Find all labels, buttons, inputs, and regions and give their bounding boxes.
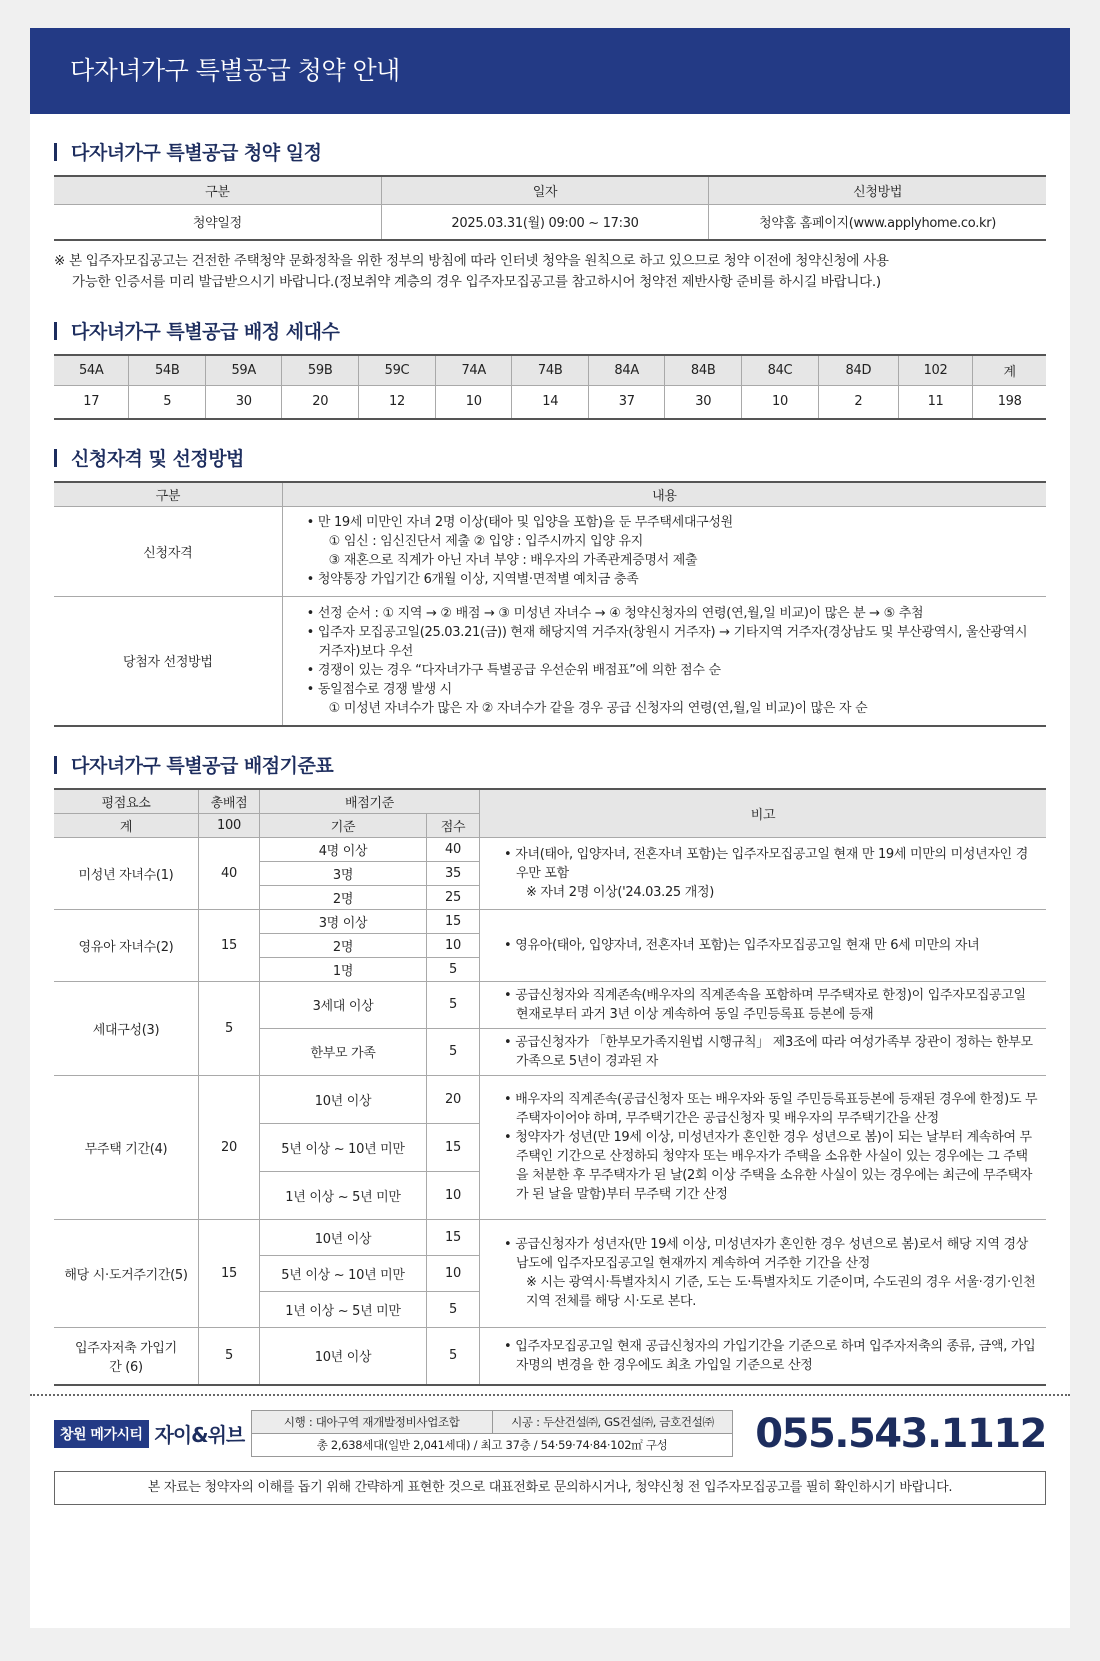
schedule-note	[54, 251, 1046, 293]
table-row	[54, 837, 1046, 861]
unit-type-header: 84A	[588, 355, 664, 385]
score-total: 20	[199, 1075, 260, 1219]
qualification-content	[282, 506, 1046, 596]
table-row	[54, 1075, 1046, 1123]
scoring-header: 점수	[427, 813, 480, 837]
brand-name: 자이&위브	[154, 1423, 245, 1447]
schedule-cell: 청약일정	[54, 204, 381, 240]
score-criterion: 10년 이상	[260, 1219, 427, 1255]
bullet-line: • 공급신청자가 성년자(만 19세 이상, 미성년자가 혼인한 경우 성년으로 봄)로서 해당 지역 경상남도에 입주자모집공고일 현재까지 계속하여 거주한 기간을 산정	[504, 1237, 1028, 1271]
disclaimer: 본 자료는 청약자의 이해를 돕기 위해 간략하게 표현한 것으로 대표전화로 문의하시거나, 청약신청 전 입주자모집공고를 필히 확인하시기 바랍니다.	[54, 1471, 1046, 1505]
qualification-table	[54, 481, 1046, 727]
qualification-header: 내용	[282, 482, 1046, 506]
unit-type-header: 84D	[818, 355, 898, 385]
section-bar	[54, 756, 57, 774]
scoring-table	[54, 788, 1046, 1386]
score-remark	[480, 1327, 1047, 1385]
project-info-table	[251, 1410, 733, 1457]
note-line: ※ 본 입주자모집공고는 건전한 주택청약 문화정착을 위한 정부의 방침에 따라 인터넷 청약을 원칙으로 하고 있으므로 청약 이전에 청약신청에 사용	[54, 253, 889, 269]
score-criterion: 10년 이상	[260, 1075, 427, 1123]
executor: 시행 : 대아구역 재개발정비사업조합	[251, 1411, 492, 1434]
unit-type-header: 84C	[741, 355, 818, 385]
schedule-header: 신청방법	[709, 176, 1046, 204]
score-criterion: 3명 이상	[260, 909, 427, 933]
score-total: 40	[199, 837, 260, 909]
allocation-section-title	[54, 317, 1046, 344]
section-title-text: 다자녀가구 특별공급 배정 세대수	[71, 321, 340, 343]
content	[30, 138, 1070, 1386]
sub-line: ① 미성년 자녀수가 많은 자 ② 자녀수가 같을 경우 공급 신청자의 연령(연,월,일 비교)이 많은 자 순	[328, 700, 868, 716]
scoring-header: 총배점	[199, 789, 260, 813]
score-points: 5	[427, 1291, 480, 1327]
sub-line: ※ 자녀 2명 이상('24.03.25 개정)	[526, 884, 715, 900]
table-row	[54, 909, 1046, 933]
unit-count-cell: 14	[512, 385, 589, 419]
brand-tag: 창원 메가시티	[54, 1420, 149, 1448]
bullet-line: • 영유아(태아, 입양자녀, 전혼자녀 포함)는 입주자모집공고일 현재 만 6세 미만의 자녀	[504, 937, 980, 953]
score-points: 25	[427, 885, 480, 909]
table-row	[54, 506, 1046, 596]
table-row	[54, 596, 1046, 726]
schedule-cell: 청약홈 홈페이지(www.applyhome.co.kr)	[709, 204, 1046, 240]
schedule-section-title	[54, 138, 1046, 165]
unit-type-header: 84B	[665, 355, 742, 385]
score-criterion: 1년 이상 ~ 5년 미만	[260, 1171, 427, 1219]
unit-type-header: 54B	[129, 355, 206, 385]
unit-type-header: 74B	[512, 355, 589, 385]
brand-logo	[54, 1419, 251, 1448]
section-title-text: 다자녀가구 특별공급 배점기준표	[71, 755, 334, 777]
unit-count-cell: 20	[282, 385, 359, 419]
score-points: 15	[427, 1123, 480, 1171]
phone-number[interactable]: 055.543.1112	[755, 1410, 1046, 1457]
unit-type-header: 59A	[205, 355, 281, 385]
unit-type-header: 59C	[358, 355, 435, 385]
score-points: 5	[427, 1327, 480, 1385]
section-bar	[54, 143, 57, 161]
score-total: 15	[199, 1219, 260, 1327]
score-points: 5	[427, 981, 480, 1028]
score-points: 20	[427, 1075, 480, 1123]
scoring-header: 100	[199, 813, 260, 837]
unit-type-header: 74A	[435, 355, 511, 385]
score-remark	[480, 1219, 1047, 1327]
score-criterion: 2명	[260, 885, 427, 909]
section-title-text: 신청자격 및 선정방법	[71, 448, 244, 470]
score-total: 5	[199, 981, 260, 1075]
project-summary: 총 2,638세대(일반 2,041세대) / 최고 37층 / 54·59·74·84·102㎡ 구성	[251, 1434, 732, 1457]
schedule-table	[54, 175, 1046, 241]
score-criterion: 3명	[260, 861, 427, 885]
score-points: 5	[427, 957, 480, 981]
score-points: 5	[427, 1028, 480, 1075]
unit-type-header: 59B	[282, 355, 359, 385]
scoring-header: 비고	[480, 789, 1047, 837]
schedule-header: 구분	[54, 176, 381, 204]
schedule-cell: 2025.03.31(월) 09:00 ~ 17:30	[381, 204, 708, 240]
score-points: 10	[427, 933, 480, 957]
score-factor: 무주택 기간(4)	[54, 1075, 199, 1219]
bullet-line: • 공급신청자가 「한부모가족지원법 시행규칙」 제3조에 따라 여성가족부 장관이 정하는 한부모 가족으로 5년이 경과된 자	[504, 1034, 1033, 1069]
bullet-line: • 자녀(태아, 입양자녀, 전혼자녀 포함)는 입주자모집공고일 현재 만 19세 미만의 미성년자인 경우만 포함	[504, 846, 1028, 881]
score-remark	[480, 909, 1047, 981]
table-row	[54, 1219, 1046, 1255]
score-points: 10	[427, 1255, 480, 1291]
score-points: 15	[427, 909, 480, 933]
page	[30, 28, 1070, 1628]
note-line: 가능한 인증서를 미리 발급받으시기 바랍니다.(정보취약 계층의 경우 입주자모집공고를 참고하시어 청약전 제반사항 준비를 하시길 바랍니다.)	[72, 274, 881, 290]
builder: 시공 : 두산건설㈜, GS건설㈜, 금호건설㈜	[492, 1411, 733, 1434]
score-factor: 해당 시·도거주기간(5)	[54, 1219, 199, 1327]
unit-count-cell: 5	[129, 385, 206, 419]
bullet-line: • 배우자의 직계존속(공급신청자 또는 배우자와 동일 주민등록표등본에 등재된 경우에 한정)도 무주택자이어야 하며, 무주택기간은 공급신청자 및 배우자의 무주택기간을 산정	[504, 1092, 1038, 1126]
bullet-line: • 청약통장 가입기간 6개월 이상, 지역별·면적별 예치금 충족	[306, 572, 639, 587]
qualification-label: 신청자격	[54, 506, 282, 596]
bullet-line: • 청약자가 성년(만 19세 이상, 미성년자가 혼인한 경우 성년으로 봄)이 되는 날부터 계속하여 무주택인 기간으로 산정하되 청약자 또는 배우자가 주택을 소유한 사실이 있는 경우에는 그 주택을 처분한 후 무주택자가 된 날(2회 이상 주택을 소유한 사실이 있는 경우에는 최근에 무주택자가 된 날을 말함)부터 무주택 기간 산정	[504, 1130, 1033, 1202]
score-points: 15	[427, 1219, 480, 1255]
unit-count-cell: 17	[54, 385, 129, 419]
score-criterion: 3세대 이상	[260, 981, 427, 1028]
score-factor: 세대구성(3)	[54, 981, 199, 1075]
scoring-header: 배점기준	[260, 789, 480, 813]
score-criterion: 1명	[260, 957, 427, 981]
bullet-line: • 동일점수로 경쟁 발생 시	[306, 681, 452, 697]
score-points: 35	[427, 861, 480, 885]
sub-line: ※ 시는 광역시·특별자치시 기준, 도는 도·특별자치도 기준이며, 수도권의 경우 서울·경기·인천지역 전체를 해당 시·도로 본다.	[526, 1275, 1036, 1309]
bullet-line: • 입주자 모집공고일(25.03.21(금)) 현재 해당지역 거주자(창원시 거주자) → 기타지역 거주자(경상남도 및 부산광역시, 울산광역시 거주자)보다 우선	[306, 624, 1028, 659]
qualification-content	[282, 596, 1046, 726]
bullet-line: • 입주자모집공고일 현재 공급신청자의 가입기간을 기준으로 하며 입주자저축의 종류, 금액, 가입자명의 변경을 한 경우에도 최초 가입일 기준으로 산정	[504, 1338, 1036, 1373]
score-remark	[480, 981, 1047, 1028]
allocation-table	[54, 354, 1046, 420]
qualification-header: 구분	[54, 482, 282, 506]
table-row	[54, 981, 1046, 1028]
sub-line: ① 임신 : 임신진단서 제출 ② 입양 : 입주시까지 입양 유지	[328, 534, 644, 549]
unit-type-header: 102	[898, 355, 973, 385]
score-criterion: 4명 이상	[260, 837, 427, 861]
unit-type-header: 계	[973, 355, 1046, 385]
unit-count-cell: 10	[741, 385, 818, 419]
footer-info	[30, 1396, 1070, 1457]
page-title: 다자녀가구 특별공급 청약 안내	[70, 56, 400, 85]
score-criterion: 1년 이상 ~ 5년 미만	[260, 1291, 427, 1327]
footer	[30, 1394, 1070, 1505]
qualification-section-title	[54, 444, 1046, 471]
score-criterion: 5년 이상 ~ 10년 미만	[260, 1255, 427, 1291]
section-bar	[54, 322, 57, 340]
score-remark	[480, 1028, 1047, 1075]
table-row	[54, 1327, 1046, 1385]
section-bar	[54, 449, 57, 467]
section-title-text: 다자녀가구 특별공급 청약 일정	[71, 142, 322, 164]
score-criterion: 2명	[260, 933, 427, 957]
unit-count-cell: 37	[588, 385, 664, 419]
score-factor: 미성년 자녀수(1)	[54, 837, 199, 909]
scoring-section-title	[54, 751, 1046, 778]
qualification-label: 당첨자 선정방법	[54, 596, 282, 726]
unit-type-header: 54A	[54, 355, 129, 385]
score-remark	[480, 837, 1047, 909]
scoring-header: 계	[54, 813, 199, 837]
bullet-line: • 선정 순서 : ① 지역 → ② 배점 → ③ 미성년 자녀수 → ④ 청약신청자의 연령(연,월,일 비교)이 많은 분 → ⑤ 추첨	[306, 605, 924, 621]
score-total: 15	[199, 909, 260, 981]
unit-count-cell: 2	[818, 385, 898, 419]
unit-count-cell: 11	[898, 385, 973, 419]
page-banner	[30, 28, 1070, 114]
score-criterion: 한부모 가족	[260, 1028, 427, 1075]
sub-line: ③ 재혼으로 직계가 아닌 자녀 부양 : 배우자의 가족관계증명서 제출	[328, 553, 698, 568]
schedule-header: 일자	[381, 176, 708, 204]
score-factor: 영유아 자녀수(2)	[54, 909, 199, 981]
unit-count-cell: 198	[973, 385, 1046, 419]
unit-count-cell: 12	[358, 385, 435, 419]
score-factor: 입주자저축 가입기간 (6)	[54, 1327, 199, 1385]
score-criterion: 10년 이상	[260, 1327, 427, 1385]
score-criterion: 5년 이상 ~ 10년 미만	[260, 1123, 427, 1171]
score-points: 10	[427, 1171, 480, 1219]
score-remark	[480, 1075, 1047, 1219]
unit-count-cell: 10	[435, 385, 511, 419]
scoring-header: 평점요소	[54, 789, 199, 813]
unit-count-cell: 30	[205, 385, 281, 419]
scoring-header: 기준	[260, 813, 427, 837]
score-total: 5	[199, 1327, 260, 1385]
unit-count-cell: 30	[665, 385, 742, 419]
score-points: 40	[427, 837, 480, 861]
bullet-line: • 경쟁이 있는 경우 “다자녀가구 특별공급 우선순위 배점표”에 의한 점수 순	[306, 662, 721, 678]
bullet-line: • 공급신청자와 직계존속(배우자의 직계존속을 포함하며 무주택자로 한정)이 입주자모집공고일 현재로부터 과거 3년 이상 계속하여 동일 주민등록표 등본에 등재	[504, 987, 1026, 1022]
bullet-line: • 만 19세 미만인 자녀 2명 이상(태아 및 입양을 포함)을 둔 무주택세대구성원	[306, 515, 733, 530]
